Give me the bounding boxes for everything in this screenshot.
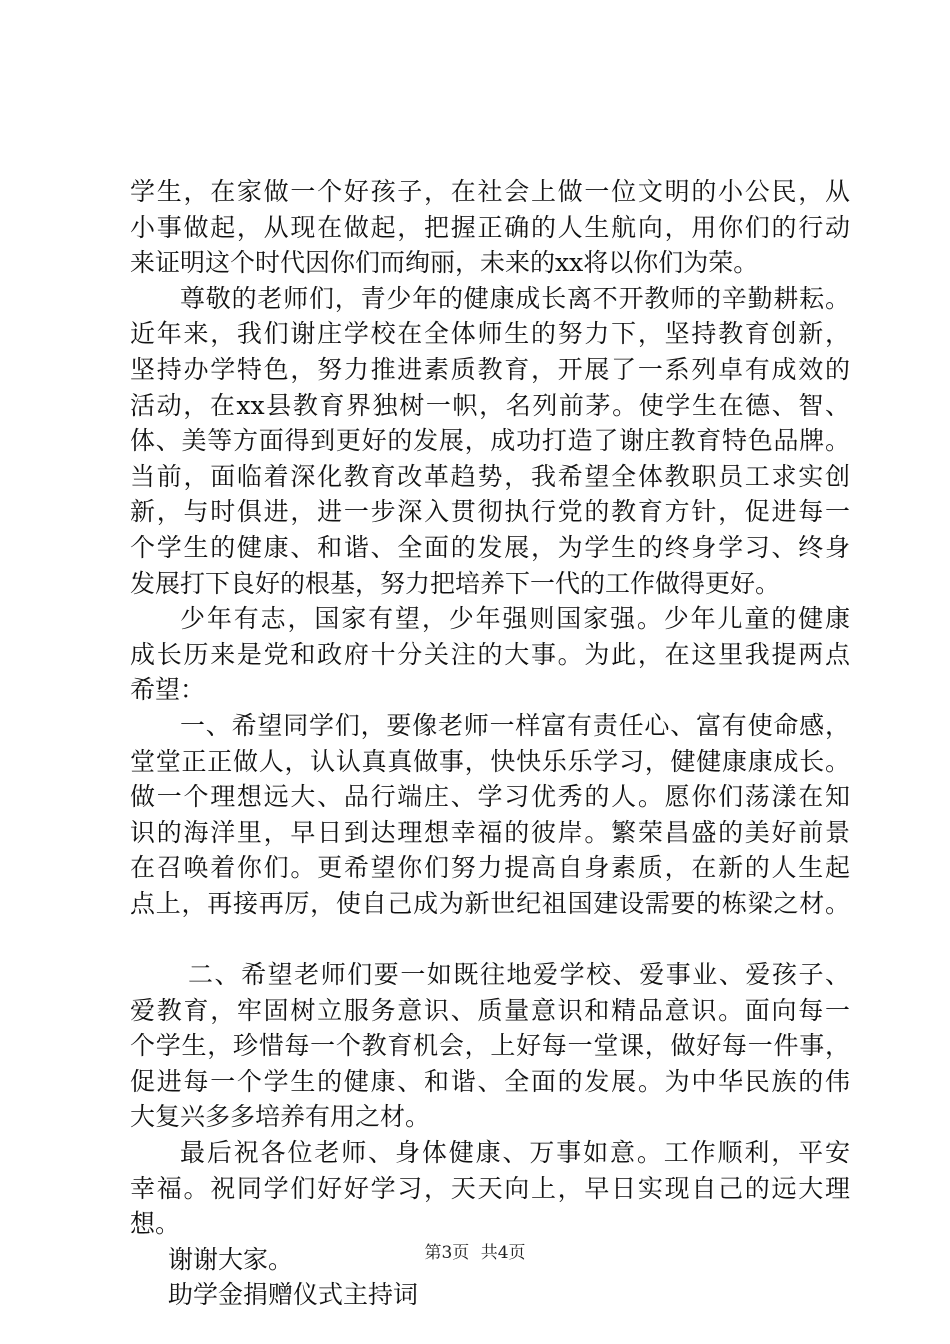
text-line: 小事做起，从现在做起，把握正确的人生航向，用你们的行动 — [130, 212, 850, 242]
text-line: 个学生，珍惜每一个教育机会，上好每一堂课，做好每一件事， — [130, 1031, 850, 1061]
text-line: 成长历来是党和政府十分关注的大事。为此，在这里我提两点 — [130, 639, 850, 669]
page-number: 第3页 — [424, 1243, 470, 1263]
text-line: 发展打下良好的根基，努力把培养下一代的工作做得更好。 — [130, 568, 781, 598]
text-line: 近年来，我们谢庄学校在全体师生的努力下，坚持教育创新， — [130, 319, 850, 349]
text-line: 做一个理想远大、品行端庄、学习优秀的人。愿你们荡漾在知 — [130, 782, 850, 812]
text-line: 促进每一个学生的健康、和谐、全面的发展。为中华民族的伟 — [130, 1066, 850, 1096]
text-line: 爱教育，牢固树立服务意识、质量意识和精品意识。面向每一 — [130, 995, 850, 1025]
text-line: 一、希望同学们，要像老师一样富有责任心、富有使命感， — [180, 710, 850, 740]
text-line: 点上，再接再厉，使自己成为新世纪祖国建设需要的栋梁之材。 — [130, 888, 850, 918]
text-line: 学生，在家做一个好孩子，在社会上做一位文明的小公民，从 — [130, 177, 850, 206]
text-line: 个学生的健康、和谐、全面的发展，为学生的终身学习、终身 — [130, 532, 850, 562]
text-line: 助学金捐赠仪式主持词 — [168, 1280, 419, 1310]
text-line: 识的海洋里，早日到达理想幸福的彼岸。繁荣昌盛的美好前景 — [130, 817, 850, 847]
text-line: 希望： — [130, 675, 206, 705]
text-line: 坚持办学特色，努力推进素质教育，开展了一系列卓有成效的 — [130, 354, 850, 384]
text-line: 在召唤着你们。更希望你们努力提高自身素质，在新的人生起 — [130, 853, 850, 883]
text-line: 谢谢大家。 — [168, 1244, 294, 1274]
text-line: 当前，面临着深化教育改革趋势，我希望全体教职员工求实创 — [130, 461, 850, 491]
document-body — [130, 174, 850, 1313]
text-line: 二、希望老师们要一如既往地爱学校、爱事业、爱孩子、 — [188, 960, 850, 990]
text-line: 幸福。祝同学们好好学习，天天向上，早日实现自己的远大理 — [130, 1173, 850, 1203]
text-line: 想。 — [130, 1209, 181, 1239]
text-line: 体、美等方面得到更好的发展，成功打造了谢庄教育特色品牌。 — [130, 426, 850, 456]
text-line: 来证明这个时代因你们而绚丽，未来的xx将以你们为荣。 — [130, 248, 759, 278]
text-line: 少年有志，国家有望，少年强则国家强。少年儿童的健康 — [180, 604, 850, 634]
text-line: 活动，在xx县教育界独树一帜，名列前茅。使学生在德、智、 — [130, 390, 850, 420]
paragraph-gap — [130, 921, 850, 957]
page-footer — [0, 1242, 950, 1264]
text-line: 新，与时俱进，进一步深入贯彻执行党的教育方针，促进每一 — [130, 497, 850, 527]
text-line: 大复兴多多培养有用之材。 — [130, 1102, 431, 1132]
text-line: 尊敬的老师们，青少年的健康成长离不开教师的辛勤耕耘。 — [180, 283, 850, 313]
page-total: 共4页 — [480, 1243, 526, 1263]
text-line: 堂堂正正做人，认认真真做事，快快乐乐学习，健健康康成长。 — [130, 746, 850, 776]
text-line: 最后祝各位老师、身体健康、万事如意。工作顺利，平安 — [180, 1138, 850, 1168]
